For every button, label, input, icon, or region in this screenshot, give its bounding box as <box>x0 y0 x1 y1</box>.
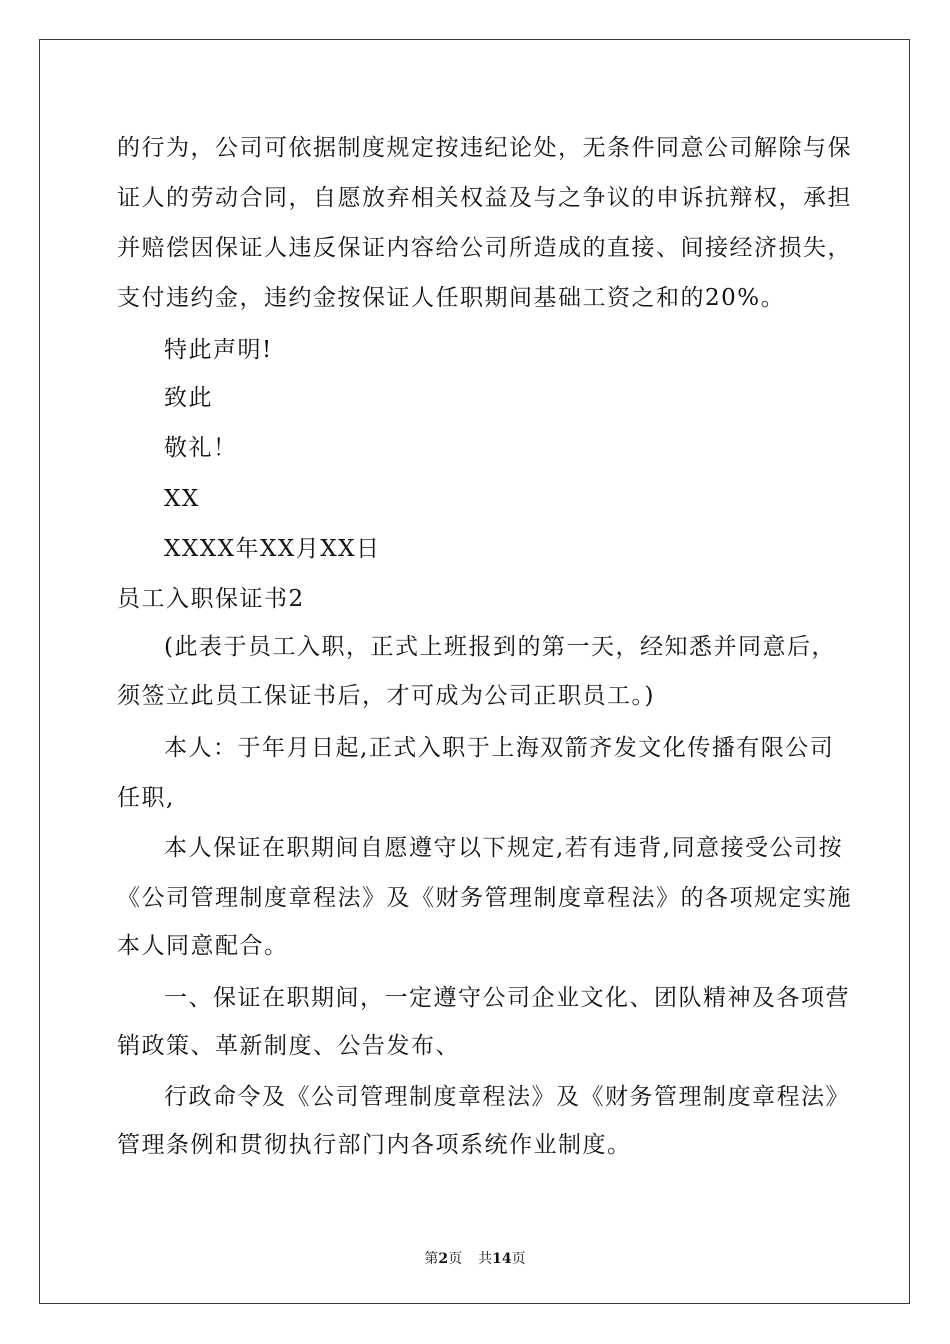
body-line: XX <box>164 486 200 512</box>
total-unit: 页 <box>511 1251 526 1267</box>
total-prefix: 共 <box>478 1251 493 1267</box>
body-line: 证人的劳动合同，自愿放弃相关权益及与之争议的申诉抗辩权，承担 <box>117 185 852 211</box>
body-line: 任职, <box>117 785 175 811</box>
body-line: 敬礼！ <box>164 435 238 461</box>
body-line: 行政命令及《公司管理制度章程法》及《财务管理制度章程法》 <box>164 1084 850 1110</box>
body-line: 一、保证在职期间，一定遵守公司企业文化、团队精神及各项营 <box>164 985 850 1011</box>
body-line: 并赔偿因保证人违反保证内容给公司所造成的直接、间接经济损失， <box>117 235 852 261</box>
section-title: 员工入职保证书2 <box>117 586 305 612</box>
body-line: 销政策、革新制度、公告发布、 <box>117 1033 460 1059</box>
body-line: 的行为，公司可依据制度规定按违纪论处，无条件同意公司解除与保 <box>117 135 852 161</box>
body-line: 特此声明! <box>164 337 273 363</box>
body-line: 管理条例和贯彻执行部门内各项系统作业制度。 <box>117 1132 632 1158</box>
body-line: 本人保证在职期间自愿遵守以下规定,若有违背,同意接受公司按 <box>164 835 844 861</box>
body-line: 致此 <box>164 385 213 411</box>
body-line: (此表于员工入职，正式上班报到的第一天，经知悉并同意后， <box>164 634 836 660</box>
body-line: 本人同意配合。 <box>117 933 289 959</box>
body-line: 本人：于年月日起,正式入职于上海双箭齐发文化传播有限公司 <box>164 735 835 761</box>
body-line: 支付违约金，违约金按保证人任职期间基础工资之和的20%。 <box>117 285 786 311</box>
body-line: XXXX年XX月XX日 <box>164 536 381 562</box>
page-footer <box>0 1250 950 1268</box>
page-unit: 页 <box>448 1251 463 1267</box>
page-current: 2 <box>438 1251 449 1267</box>
page-prefix: 第 <box>424 1251 439 1267</box>
page-total: 14 <box>492 1251 512 1267</box>
page-border <box>39 39 910 1304</box>
body-line: 《公司管理制度章程法》及《财务管理制度章程法》的各项规定实施 <box>117 885 852 911</box>
body-line: 须签立此员工保证书后，才可成为公司正职员工。) <box>117 683 655 709</box>
